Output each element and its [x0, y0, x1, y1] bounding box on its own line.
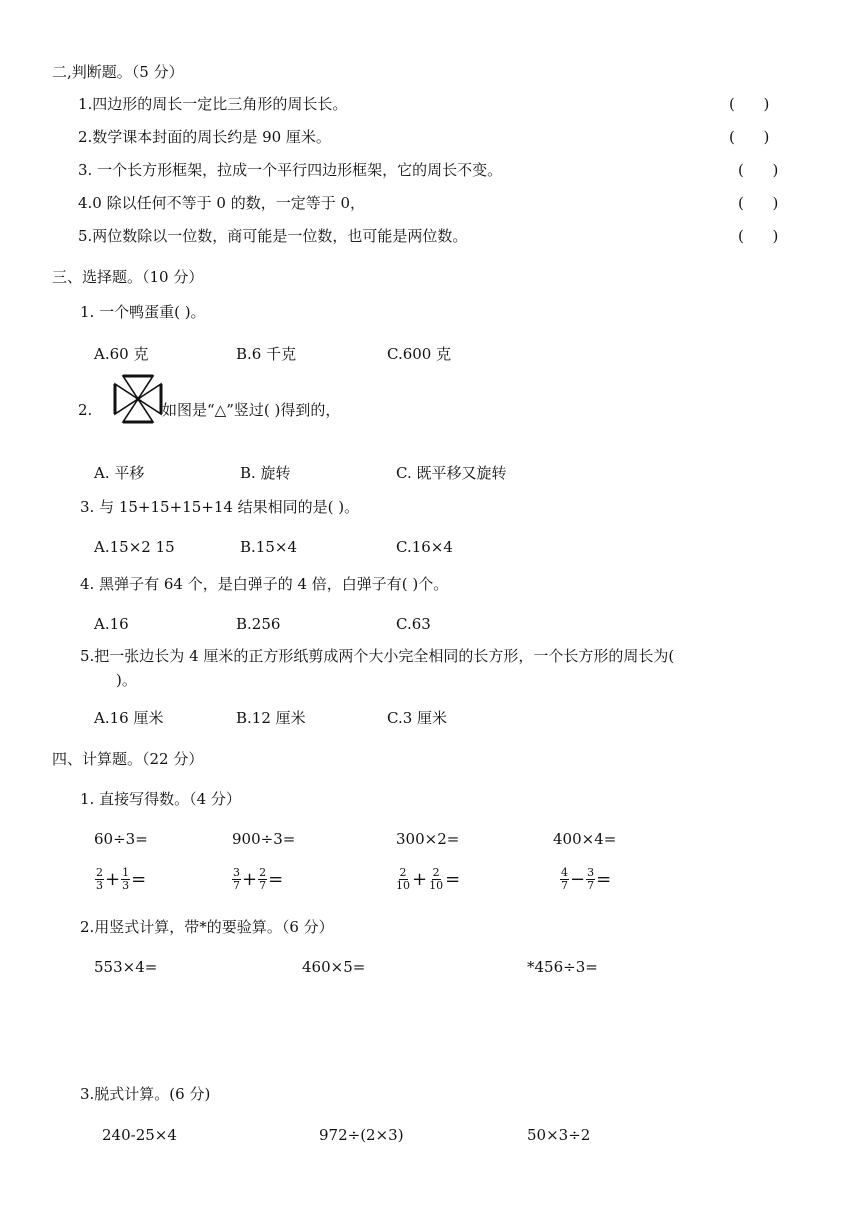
choice-q5-option-b[interactable]: B.12 厘米 [236, 709, 306, 727]
judge-answer-paren-2[interactable]: ( ) [729, 128, 770, 146]
fraction-operator: + [242, 869, 258, 890]
fraction-expr-1 [95, 867, 147, 892]
choice-q5-stem-line1: 5.把一张边长为 4 厘米的正方形纸剪成两个大小完全相同的长方形，一个长方形的周长为( [80, 647, 675, 665]
choice-q2-option-c[interactable]: C. 既平移又旋转 [396, 464, 507, 482]
choice-q4-stem: 4. 黑弹子有 64 个，是白弹子的 4 倍，白弹子有( )个。 [80, 575, 449, 593]
choice-q3-option-a[interactable]: A.15×2 15 [94, 538, 175, 556]
vertical-calc-2: 460×5= [302, 958, 366, 976]
vertical-calc-3: *456÷3= [527, 958, 598, 976]
fraction [428, 867, 444, 892]
judge-answer-paren-4[interactable]: ( ) [738, 194, 779, 212]
calc-sub1-title: 1. 直接写得数。（4 分） [80, 790, 241, 808]
choice-q1-option-b[interactable]: B.6 千克 [236, 345, 297, 363]
fraction [121, 867, 130, 892]
choice-q1-stem: 1. 一个鸭蛋重( )。 [80, 303, 206, 321]
judge-answer-paren-1[interactable]: ( ) [729, 95, 770, 113]
fraction-numerator: 3 [587, 866, 595, 879]
choice-q3-option-c[interactable]: C.16×4 [396, 538, 453, 556]
oral-calc-2: 900÷3= [232, 830, 296, 848]
equals-sign: = [445, 869, 461, 890]
equals-sign: = [268, 869, 284, 890]
choice-q2-option-b[interactable]: B. 旋转 [240, 464, 291, 482]
fraction [232, 867, 241, 892]
section-4-title: 四、计算题。（22 分） [52, 750, 204, 768]
choice-q2-stem: 如图是“△”竖过( )得到的， [162, 401, 341, 419]
fraction-numerator: 2 [259, 866, 267, 879]
fraction [258, 867, 267, 892]
fraction-denominator: 10 [396, 879, 410, 892]
judge-answer-paren-5[interactable]: ( ) [738, 227, 779, 245]
choice-q4-option-c[interactable]: C.63 [396, 615, 431, 633]
stepwise-calc-2: 972÷(2×3) [319, 1126, 404, 1144]
oral-calc-1: 60÷3= [94, 830, 148, 848]
choice-q1-option-c[interactable]: C.600 克 [387, 345, 452, 363]
fraction-denominator: 3 [122, 879, 130, 892]
fraction-numerator: 2 [399, 866, 407, 879]
choice-q2-option-a[interactable]: A. 平移 [94, 464, 145, 482]
fraction-numerator: 3 [233, 866, 240, 879]
fraction-denominator: 7 [587, 879, 595, 892]
calc-sub2-title: 2.用竖式计算，带*的要验算。（6 分） [80, 918, 334, 936]
fraction-denominator: 10 [429, 879, 444, 892]
choice-q5-stem-line2: )。 [116, 671, 137, 689]
equals-sign: = [596, 869, 612, 890]
judge-item-4: 4.0 除以任何不等于 0 的数，一定等于 0， [78, 194, 366, 212]
section-2-title: 二,判断题。（5 分） [52, 63, 184, 81]
fraction [395, 867, 411, 892]
choice-q4-option-a[interactable]: A.16 [94, 615, 129, 633]
fraction-denominator: 3 [96, 879, 103, 892]
judge-item-2: 2.数学课本封面的周长约是 90 厘米。 [78, 128, 331, 146]
oral-calc-3: 300×2= [396, 830, 460, 848]
fraction-expr-4 [560, 867, 612, 892]
stepwise-calc-1: 240-25×4 [102, 1126, 177, 1144]
fraction-operator: − [570, 869, 586, 890]
choice-q1-option-a[interactable]: A.60 克 [94, 345, 149, 363]
fraction-expr-3 [395, 867, 461, 892]
judge-item-1: 1.四边形的周长一定比三角形的周长长。 [78, 95, 348, 113]
judge-item-3: 3. 一个长方形框架，拉成一个平行四边形框架，它的周长不变。 [78, 161, 503, 179]
fraction [560, 867, 569, 892]
choice-q2-number: 2. [78, 401, 93, 419]
rotated-triangles-figure [113, 374, 163, 424]
choice-q3-option-b[interactable]: B.15×4 [240, 538, 297, 556]
oral-calc-4: 400×4= [553, 830, 617, 848]
fraction-denominator: 7 [561, 879, 568, 892]
choice-q5-option-a[interactable]: A.16 厘米 [94, 709, 164, 727]
fraction-denominator: 7 [259, 879, 267, 892]
fraction-numerator: 2 [432, 866, 440, 879]
vertical-calc-1: 553×4= [94, 958, 158, 976]
choice-q4-option-b[interactable]: B.256 [236, 615, 281, 633]
fraction-operator: + [412, 869, 428, 890]
fraction-denominator: 7 [233, 879, 240, 892]
equals-sign: = [131, 869, 147, 890]
fraction-expr-2 [232, 867, 284, 892]
fraction [95, 867, 104, 892]
calc-sub3-title: 3.脱式计算。(6 分) [80, 1085, 211, 1103]
judge-answer-paren-3[interactable]: ( ) [738, 161, 779, 179]
choice-q5-option-c[interactable]: C.3 厘米 [387, 709, 448, 727]
stepwise-calc-3: 50×3÷2 [527, 1126, 591, 1144]
judge-item-5: 5.两位数除以一位数，商可能是一位数，也可能是两位数。 [78, 227, 468, 245]
choice-q3-stem: 3. 与 15+15+15+14 结果相同的是( )。 [80, 498, 360, 516]
section-3-title: 三、选择题。（10 分） [52, 268, 204, 286]
fraction [586, 867, 595, 892]
fraction-numerator: 4 [561, 866, 568, 879]
fraction-numerator: 2 [96, 866, 103, 879]
fraction-numerator: 1 [122, 866, 130, 879]
fraction-operator: + [105, 869, 121, 890]
